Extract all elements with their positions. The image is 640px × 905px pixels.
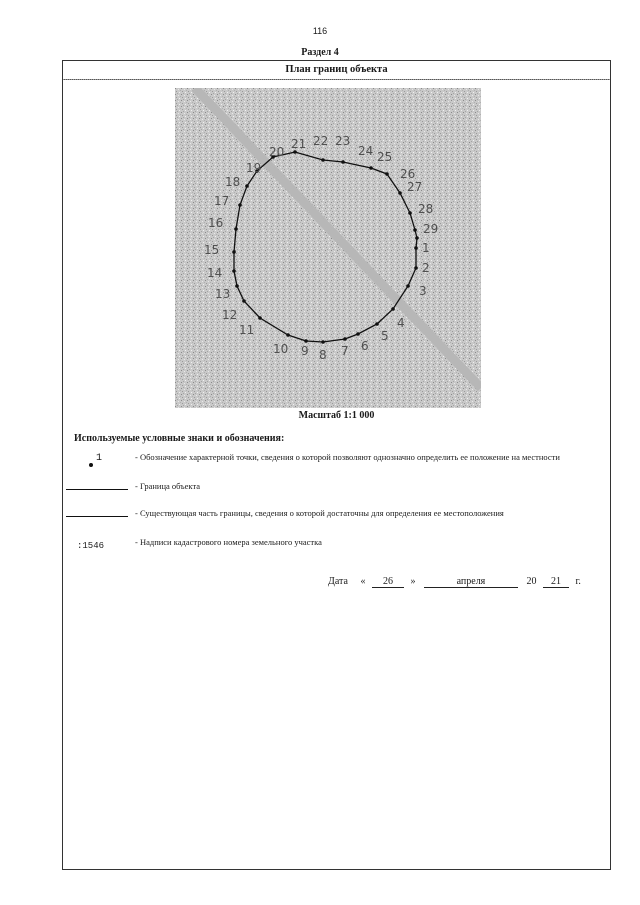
section-title: Раздел 4 (301, 47, 339, 58)
boundary-point-label-3: 3 (419, 284, 427, 298)
date-label: Дата (328, 576, 348, 587)
date-year: 21 (543, 576, 569, 588)
boundary-point-24 (369, 166, 373, 170)
boundary-point-1 (414, 246, 418, 250)
boundary-point-label-23: 23 (335, 134, 351, 148)
date-century: 20 (526, 576, 537, 587)
boundary-point-label-8: 8 (319, 348, 327, 362)
date-day: 26 (372, 576, 404, 588)
boundary-point-label-19: 19 (246, 161, 262, 175)
boundary-point-28 (413, 228, 417, 232)
boundary-point-label-15: 15 (204, 243, 220, 257)
boundary-point-label-17: 17 (214, 194, 230, 208)
boundary-point-label-5: 5 (381, 329, 389, 343)
title-divider (63, 79, 610, 80)
boundary-point-label-21: 21 (291, 137, 307, 151)
boundary-point-label-11: 11 (239, 323, 255, 337)
boundary-point-26 (398, 191, 402, 195)
legend-item-cadastral: - Надписи кадастрового номера земельного участка (135, 537, 322, 547)
boundary-point-27 (408, 211, 412, 215)
date-close-quote: » (410, 576, 416, 587)
boundary-map (175, 88, 481, 408)
boundary-point-label-20: 20 (269, 145, 285, 159)
date-open-quote: « (360, 576, 366, 587)
boundary-point-16 (234, 227, 238, 231)
date-suffix: г. (575, 576, 581, 587)
boundary-point-4 (391, 307, 395, 311)
boundary-point-15 (232, 250, 236, 254)
boundary-point-9 (304, 339, 308, 343)
scale-label: Масштаб 1:1 000 (298, 410, 375, 421)
boundary-point-22 (321, 158, 325, 162)
date-month: апреля (424, 576, 518, 588)
boundary-point-label-16: 16 (208, 216, 224, 230)
boundary-point-label-9: 9 (301, 344, 309, 358)
boundary-point-label-12: 12 (222, 308, 238, 322)
boundary-point-label-18: 18 (225, 175, 241, 189)
boundary-line-symbol (66, 489, 128, 490)
boundary-point-5 (375, 322, 379, 326)
legend-item-existing: - Существующая часть границы, сведения о которой достаточны для определения ее местоположения (135, 508, 504, 518)
boundary-point-label-24: 24 (358, 144, 374, 158)
point-symbol-label: 1 (96, 453, 103, 464)
boundary-point-label-22: 22 (313, 134, 329, 148)
boundary-point-10 (286, 333, 290, 337)
boundary-point-2 (414, 266, 418, 270)
boundary-point-label-28: 28 (418, 202, 434, 216)
boundary-point-8 (321, 340, 325, 344)
cadastral-symbol: :1546 (77, 541, 105, 551)
boundary-point-label-1: 1 (422, 241, 430, 255)
boundary-point-label-27: 27 (407, 180, 423, 194)
boundary-point-7 (343, 337, 347, 341)
boundary-point-11 (258, 316, 262, 320)
boundary-point-label-7: 7 (341, 344, 349, 358)
boundary-point-14 (232, 269, 236, 273)
existing-boundary-symbol (66, 516, 128, 517)
legend-title: Используемые условные знаки и обозначения: (74, 433, 285, 444)
boundary-point-18 (245, 184, 249, 188)
boundary-point-23 (341, 160, 345, 164)
boundary-point-17 (238, 203, 242, 207)
boundary-point-25 (385, 172, 389, 176)
boundary-point-29 (415, 236, 419, 240)
map-svg (175, 88, 481, 408)
boundary-point-label-25: 25 (377, 150, 393, 164)
legend-item-boundary: - Граница объекта (135, 481, 201, 491)
point-symbol-dot (89, 463, 93, 467)
legend-item-point: - Обозначение характерной точки, сведения о которой позволяют однозначно определить ее положение на местности (135, 452, 560, 462)
plan-title: План границ объекта (63, 61, 610, 80)
boundary-point-label-10: 10 (273, 342, 289, 356)
boundary-point-label-14: 14 (207, 266, 223, 280)
boundary-point-3 (406, 284, 410, 288)
boundary-point-12 (242, 299, 246, 303)
boundary-point-6 (356, 332, 360, 336)
page-number: 116 (312, 26, 328, 36)
boundary-point-label-26: 26 (400, 167, 416, 181)
boundary-point-label-6: 6 (361, 339, 369, 353)
boundary-point-13 (235, 284, 239, 288)
date-row (328, 576, 581, 588)
boundary-point-label-13: 13 (215, 287, 231, 301)
boundary-point-label-2: 2 (422, 261, 430, 275)
boundary-point-label-29: 29 (423, 222, 439, 236)
boundary-point-label-4: 4 (397, 316, 405, 330)
